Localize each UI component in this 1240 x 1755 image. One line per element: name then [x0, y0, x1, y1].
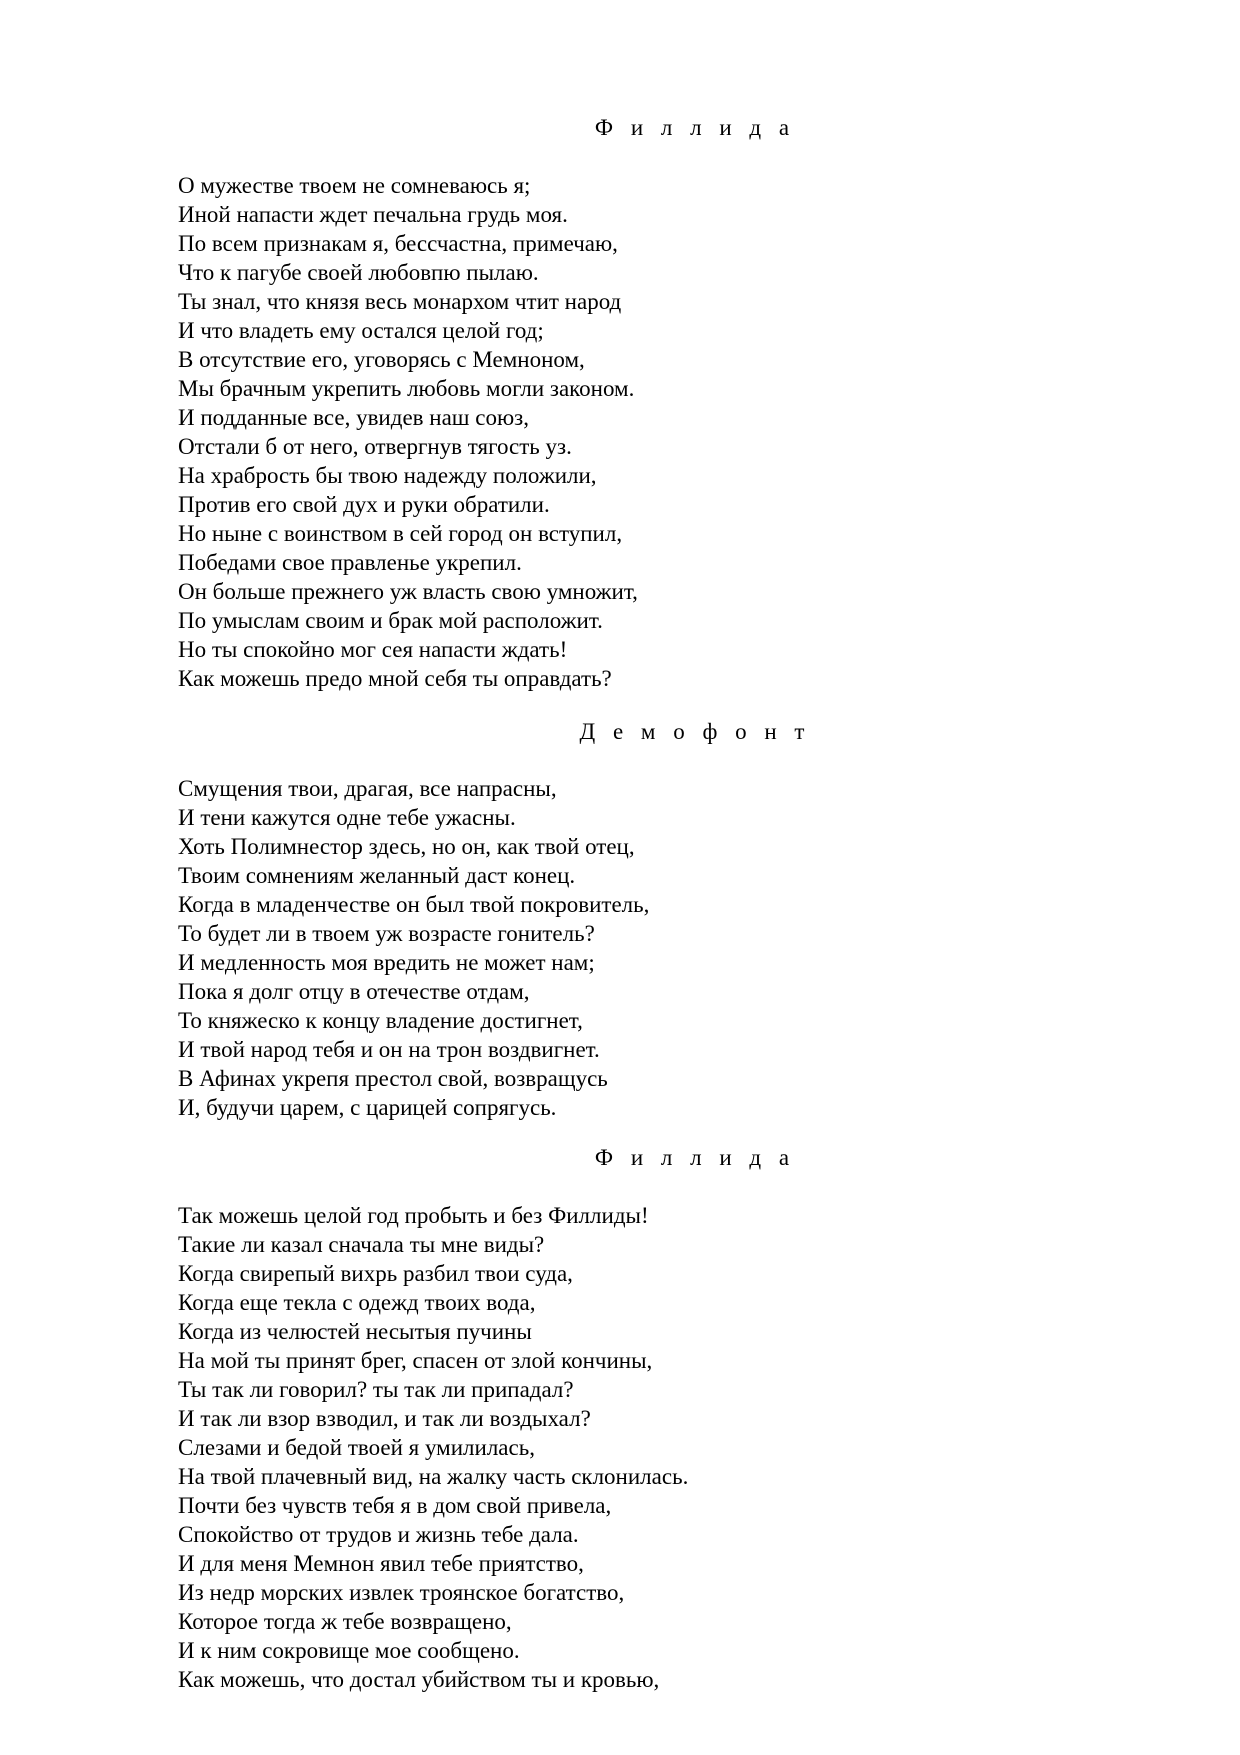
verse-line: Но ты спокойно мог сея напасти ждать!	[178, 637, 568, 662]
verse-line: По всем признакам я, бессчастна, примечаю,	[178, 231, 618, 256]
verse-line: Почти без чувств тебя я в дом свой привела,	[178, 1493, 612, 1518]
verse-line: Когда еще текла с одежд твоих вода,	[178, 1290, 536, 1315]
verse-line: Когда из челюстей несытыя пучины	[178, 1319, 532, 1344]
verse-line: Которое тогда ж тебе возвращено,	[178, 1609, 512, 1634]
verse-line: Такие ли казал сначала ты мне виды?	[178, 1232, 545, 1257]
verse-line: Отстали б от него, отвергнув тягость уз.	[178, 434, 572, 459]
verse-line: Пока я долг отцу в отечестве отдам,	[178, 979, 530, 1004]
verse-line: Так можешь целой год пробыть и без Филлиды!	[178, 1203, 649, 1228]
verse-line: Из недр морских извлек троянское богатство,	[178, 1580, 625, 1605]
verse-block	[178, 171, 1178, 693]
verse-line: И для меня Мемнон явил тебе приятство,	[178, 1551, 584, 1576]
verse-line: И медленность моя вредить не может нам;	[178, 950, 595, 975]
verse-line: Когда свирепый вихрь разбил твои суда,	[178, 1261, 573, 1286]
verse-line: То будет ли в твоем уж возрасте гонитель?	[178, 921, 595, 946]
verse-block	[178, 774, 1178, 1122]
verse-line: И, будучи царем, с царицей сопрягусь.	[178, 1095, 557, 1120]
verse-line: Он больше прежнего уж власть свою умножит,	[178, 579, 638, 604]
verse-line: Что к пагубе своей любовпю пылаю.	[178, 260, 539, 285]
verse-line: Спокойство от трудов и жизнь тебе дала.	[178, 1522, 579, 1547]
verse-line: И к ним сокровище мое сообщено.	[178, 1638, 520, 1663]
verse-line: Ты знал, что князя весь монархом чтит народ	[178, 289, 622, 314]
speaker-heading-demofont: Д е м о ф о н т	[579, 719, 811, 744]
verse-line: И подданные все, увидев наш союз,	[178, 405, 529, 430]
verse-line: Как можешь, что достал убийством ты и кровью,	[178, 1667, 660, 1692]
verse-line: На храбрость бы твою надежду положили,	[178, 463, 597, 488]
verse-line: И что владеть ему остался целой год;	[178, 318, 544, 343]
verse-line: Против его свой дух и руки обратили.	[178, 492, 550, 517]
verse-line: Ты так ли говорил? ты так ли припадал?	[178, 1377, 574, 1402]
verse-line: И так ли взор взводил, и так ли воздыхал?	[178, 1406, 591, 1431]
verse-line: О мужестве твоем не сомневаюсь я;	[178, 173, 531, 198]
verse-line: И твой народ тебя и он на трон воздвигнет.	[178, 1037, 600, 1062]
verse-line: В Афинах укрепя престол свой, возвращусь	[178, 1066, 608, 1091]
verse-line: Хоть Полимнестор здесь, но он, как твой отец,	[178, 834, 635, 859]
verse-line: Слезами и бедой твоей я умилилась,	[178, 1435, 535, 1460]
verse-line: Мы брачным укрепить любовь могли законом.	[178, 376, 635, 401]
verse-line: Смущения твои, драгая, все напрасны,	[178, 776, 557, 801]
verse-line: По умыслам своим и брак мой расположит.	[178, 608, 603, 633]
verse-line: На мой ты принят брег, спасен от злой кончины,	[178, 1348, 653, 1373]
verse-line: На твой плачевный вид, на жалку часть склонилась.	[178, 1464, 689, 1489]
speaker-heading-fillida: Ф и л л и д а	[594, 1145, 796, 1170]
speaker-heading-fillida: Ф и л л и д а	[594, 115, 796, 140]
verse-line: То княжеско к концу владение достигнет,	[178, 1008, 583, 1033]
verse-line: Иной напасти ждет печальна грудь моя.	[178, 202, 568, 227]
verse-line: Как можешь предо мной себя ты оправдать?	[178, 666, 612, 691]
verse-line: Твоим сомнениям желанный даст конец.	[178, 863, 576, 888]
verse-line: В отсутствие его, уговорясь с Мемноном,	[178, 347, 585, 372]
verse-line: Победами свое правленье укрепил.	[178, 550, 522, 575]
verse-line: Когда в младенчестве он был твой покровитель,	[178, 892, 650, 917]
verse-line: Но ныне с воинством в сей город он вступил,	[178, 521, 623, 546]
verse-block	[178, 1201, 1178, 1694]
verse-line: И тени кажутся одне тебе ужасны.	[178, 805, 516, 830]
